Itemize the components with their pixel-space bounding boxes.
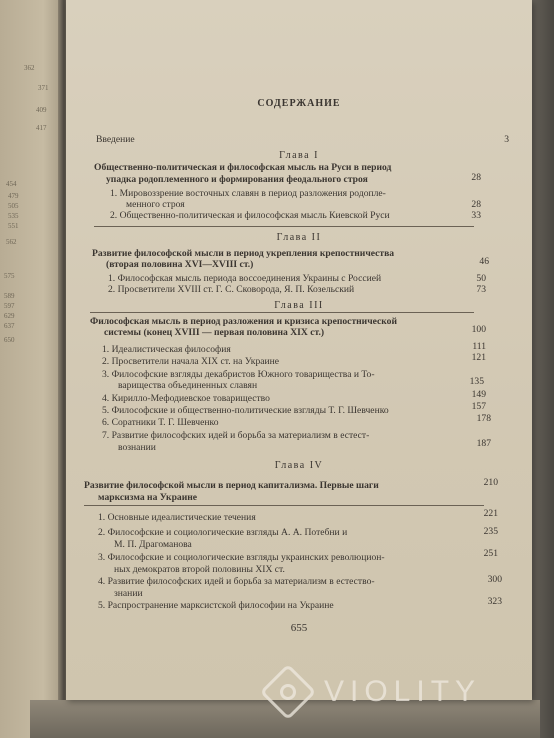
toc-page-number: 210 bbox=[483, 477, 498, 488]
page-ref: 637 bbox=[4, 322, 15, 330]
toc-item-line: М. П. Драгоманова bbox=[114, 539, 192, 550]
toc-page-number: 251 bbox=[483, 548, 498, 559]
toc-page-number: 135 bbox=[469, 376, 484, 387]
toc-page-number: 300 bbox=[487, 574, 502, 585]
page-ref: 589 bbox=[4, 292, 15, 300]
page-ref: 479 bbox=[8, 192, 19, 200]
contents-title: СОДЕРЖАНИЕ bbox=[257, 98, 341, 109]
toc-page-number: 235 bbox=[483, 526, 498, 537]
chapter-title-line: упадка родоплеменного и формирования феодального строя bbox=[106, 174, 368, 185]
page-ref: 417 bbox=[36, 124, 47, 132]
chapter-title-line: Философская мысль в период разложения и кризиса крепостнической bbox=[90, 316, 397, 327]
toc-item-line: 2. Общественно-политическая и философская мысль Киевской Руси bbox=[110, 210, 390, 221]
chapter-title-line: Общественно-политическая и философская мысль на Руси в период bbox=[94, 162, 392, 173]
page-ref: 505 bbox=[8, 202, 19, 210]
toc-item-line: менного строя bbox=[126, 199, 185, 210]
toc-page-number: 221 bbox=[483, 508, 498, 519]
page-ref: 597 bbox=[4, 302, 15, 310]
page-ref: 551 bbox=[8, 222, 19, 230]
chapter-heading: Глава IV bbox=[274, 460, 324, 471]
chapter-heading: Глава II bbox=[276, 232, 322, 243]
toc-page-number: 178 bbox=[476, 413, 491, 424]
toc-intro-label: Введение bbox=[96, 134, 135, 145]
toc-item-line: 1. Основные идеалистические течения bbox=[98, 512, 256, 523]
toc-page-number: 187 bbox=[476, 438, 491, 449]
page-ref: 562 bbox=[6, 238, 17, 246]
toc-page-number: 50 bbox=[476, 273, 486, 284]
toc-page-number: 3 bbox=[504, 134, 509, 145]
toc-item-line: 4. Кирилло-Мефодиевское товарищество bbox=[102, 393, 270, 404]
toc-item-line: ных демократов второй половины XIX ст. bbox=[114, 564, 285, 575]
section-divider bbox=[90, 312, 474, 313]
toc-page-number: 46 bbox=[479, 256, 489, 267]
watermark bbox=[268, 672, 481, 712]
page-ref: 371 bbox=[38, 84, 49, 92]
toc-item-line: 2. Философские и социологические взгляды А. А. Потебни и bbox=[98, 527, 348, 538]
toc-page-number: 73 bbox=[476, 284, 486, 295]
page-ref: 535 bbox=[8, 212, 19, 220]
chapter-title-line: Развитие философской мысли в период укрепления крепостничества bbox=[92, 248, 395, 259]
toc-page-number: 100 bbox=[471, 324, 486, 335]
page-ref: 629 bbox=[4, 312, 15, 320]
toc-item-line: 7. Развитие философских идей и борьба за материализм в естест- bbox=[102, 430, 370, 441]
toc-page-number: 121 bbox=[471, 352, 486, 363]
page-ref: 575 bbox=[4, 272, 15, 280]
page-ref: 362 bbox=[24, 64, 35, 72]
toc-item-line: 6. Соратники Т. Г. Шевченко bbox=[102, 417, 219, 428]
toc-item-line: 4. Развитие философских идей и борьба за материализм в естество- bbox=[98, 576, 375, 587]
facing-page bbox=[0, 0, 62, 738]
chapter-heading: Глава I bbox=[279, 150, 319, 161]
toc-item-line: 3. Философские и социологические взгляды украинских революцион- bbox=[98, 552, 385, 563]
toc-page-number: 28 bbox=[471, 199, 481, 210]
toc-page-number: 111 bbox=[472, 341, 486, 352]
section-divider bbox=[84, 505, 484, 506]
page-ref: 454 bbox=[6, 180, 17, 188]
toc-item-line: 1. Мировоззрение восточных славян в период разложения родопле- bbox=[110, 188, 386, 199]
toc-item-line: 3. Философские взгляды декабристов Южного товарищества и То- bbox=[102, 369, 375, 380]
chapter-heading: Глава III bbox=[274, 300, 324, 311]
chapter-title-line: марксизма на Украине bbox=[98, 492, 198, 503]
page-folio: 655 bbox=[290, 622, 308, 634]
toc-page-number: 149 bbox=[471, 389, 486, 400]
chapter-title-line: системы (конец XVIII — первая половина XIX ст.) bbox=[104, 327, 325, 338]
watermark-logo-icon bbox=[260, 664, 317, 721]
chapter-title-line: (вторая половина XVI—XVIII ст.) bbox=[106, 259, 254, 270]
toc-page-number: 33 bbox=[471, 210, 481, 221]
toc-item-line: варищества объединенных славян bbox=[118, 380, 258, 391]
toc-page-number: 157 bbox=[471, 401, 486, 412]
toc-item-line: знании bbox=[114, 588, 143, 599]
toc-item-line: 5. Философские и общественно-политические взгляды Т. Г. Шевченко bbox=[102, 405, 389, 416]
toc-page-number: 323 bbox=[487, 596, 502, 607]
toc-item-line: 2. Просветители начала XIX ст. на Украине bbox=[102, 356, 280, 367]
page-ref: 650 bbox=[4, 336, 15, 344]
toc-page-number: 28 bbox=[471, 172, 481, 183]
toc-item-line: 5. Распространение марксистской философии на Украине bbox=[98, 600, 334, 611]
toc-item-line: 2. Просветители XVIII ст. Г. С. Сковорода, Я. П. Козельский bbox=[108, 284, 355, 295]
section-divider bbox=[94, 226, 474, 227]
page-ref: 409 bbox=[36, 106, 47, 114]
toc-item-line: вознании bbox=[118, 442, 156, 453]
contents-page bbox=[66, 0, 532, 700]
chapter-title-line: Развитие философской мысли в период капитализма. Первые шаги bbox=[84, 480, 379, 491]
toc-item-line: 1. Идеалистическая философия bbox=[102, 344, 231, 355]
toc-item-line: 1. Философская мысль периода воссоединения Украины с Россией bbox=[108, 273, 382, 284]
watermark-text: VIOLITY bbox=[324, 675, 482, 708]
